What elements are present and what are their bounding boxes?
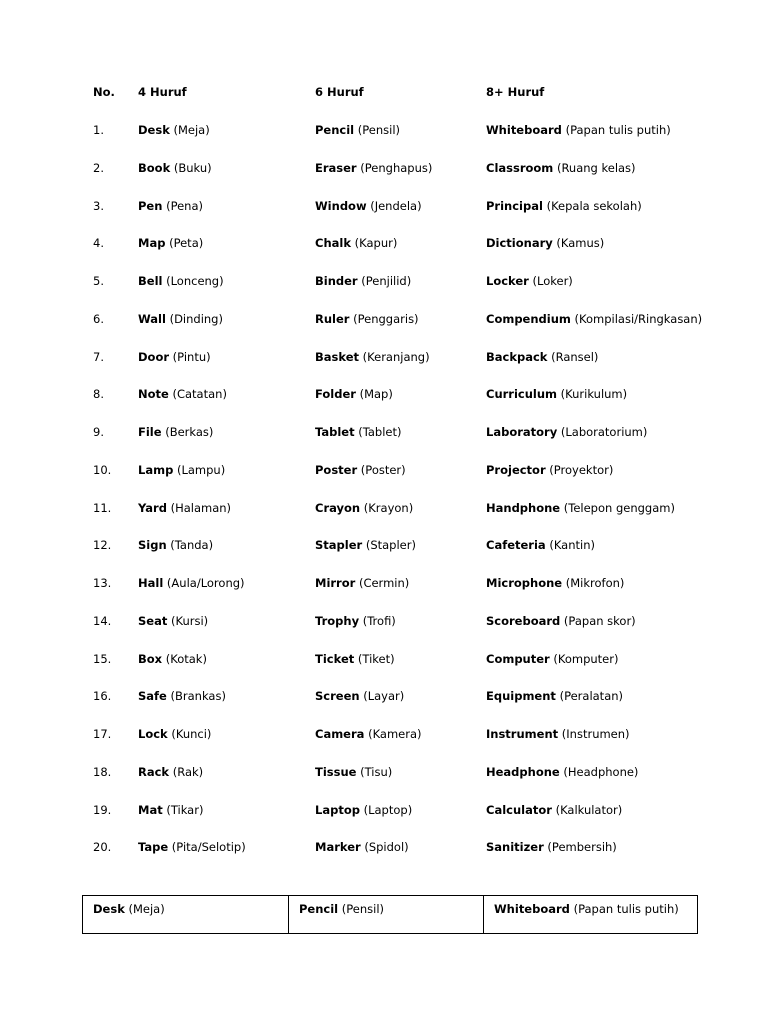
list-item — [0, 649, 768, 669]
word-cell-4-huruf — [138, 460, 225, 480]
header-4-huruf: 4 Huruf — [138, 85, 187, 99]
english-word: Pen — [138, 198, 163, 213]
indonesian-translation: (Papan tulis putih) — [561, 123, 671, 137]
row-number: 19. — [93, 802, 112, 817]
indonesian-translation: (Proyektor) — [545, 462, 614, 477]
list-item — [0, 120, 768, 140]
row-number: 13. — [93, 576, 112, 590]
english-word: Seat — [138, 613, 168, 628]
word-cell-4-huruf — [138, 649, 207, 669]
english-word: Calculator — [486, 802, 552, 817]
indonesian-translation: (Kepala sekolah) — [542, 198, 642, 213]
word-cell-8-huruf — [486, 762, 638, 782]
english-word: Backpack — [486, 349, 548, 364]
word-cell-6-huruf — [315, 422, 401, 442]
english-word: Hall — [138, 576, 164, 590]
english-word: Basket — [315, 349, 360, 364]
word-cell-4-huruf — [138, 724, 211, 744]
indonesian-translation: (Telepon genggam) — [560, 500, 675, 515]
word-cell-6-huruf — [315, 309, 419, 329]
english-word: Desk — [138, 123, 170, 137]
english-word: Binder — [315, 274, 358, 288]
list-item — [0, 384, 768, 404]
english-word: Eraser — [315, 160, 357, 175]
word-cell-6-huruf — [315, 762, 392, 782]
english-word: Lamp — [138, 462, 174, 477]
word-cell-8-huruf — [486, 422, 647, 442]
word-cell-4-huruf — [138, 498, 231, 518]
indonesian-translation: (Krayon) — [360, 500, 414, 515]
row-number: 5. — [93, 274, 104, 288]
indonesian-translation: (Tanda) — [166, 538, 214, 553]
indonesian-translation: (Peta) — [165, 236, 204, 251]
summary-cell-8-huruf — [484, 896, 698, 934]
list-item — [0, 460, 768, 480]
word-cell-4-huruf — [138, 309, 223, 329]
indonesian-translation: (Tikar) — [162, 802, 204, 817]
list-item — [0, 158, 768, 178]
indonesian-translation: (Cermin) — [355, 576, 410, 590]
english-word: Ticket — [315, 651, 355, 666]
word-cell-8-huruf — [486, 196, 642, 216]
word-cell-6-huruf — [315, 498, 413, 518]
word-cell-6-huruf — [315, 535, 416, 555]
word-cell-6-huruf — [315, 347, 430, 367]
word-cell-8-huruf — [486, 837, 617, 857]
indonesian-translation: (Ruang kelas) — [553, 160, 636, 175]
row-number: 9. — [93, 425, 104, 439]
english-word: Dictionary — [486, 236, 553, 251]
indonesian-translation: (Laboratorium) — [557, 425, 648, 439]
indonesian-translation: (Kalkulator) — [551, 802, 623, 817]
list-item — [0, 573, 768, 593]
list-item — [0, 233, 768, 253]
indonesian-translation: (Lonceng) — [162, 274, 224, 288]
english-word: Headphone — [486, 764, 560, 779]
english-word: Rack — [138, 764, 170, 779]
header-8-huruf: 8+ Huruf — [486, 85, 545, 99]
english-word: Marker — [315, 840, 361, 855]
english-word: Tablet — [315, 425, 355, 439]
word-cell-4-huruf — [138, 800, 203, 820]
summary-translation-4: (Meja) — [124, 902, 165, 916]
list-header — [0, 82, 768, 102]
list-item — [0, 309, 768, 329]
indonesian-translation: (Rak) — [169, 764, 204, 779]
word-cell-4-huruf — [138, 233, 203, 253]
indonesian-translation: (Mikrofon) — [562, 576, 625, 590]
english-word: Mirror — [315, 576, 356, 590]
word-cell-4-huruf — [138, 573, 245, 593]
row-number: 15. — [93, 651, 112, 666]
row-number: 14. — [93, 613, 112, 628]
english-word: Wall — [138, 311, 166, 326]
english-word: Window — [315, 198, 367, 213]
summary-table — [82, 895, 698, 934]
english-word: Camera — [315, 727, 365, 741]
summary-word-8: Whiteboard — [494, 902, 570, 916]
list-item — [0, 498, 768, 518]
english-word: Lock — [138, 727, 168, 741]
indonesian-translation: (Ransel) — [547, 349, 599, 364]
english-word: Laboratory — [486, 425, 558, 439]
word-cell-8-huruf — [486, 800, 622, 820]
indonesian-translation: (Stapler) — [362, 538, 416, 553]
english-word: Box — [138, 651, 163, 666]
word-cell-4-huruf — [138, 611, 208, 631]
english-word: Yard — [138, 500, 167, 515]
indonesian-translation: (Tablet) — [354, 425, 402, 439]
indonesian-translation: (Pena) — [162, 198, 203, 213]
english-word: Computer — [486, 651, 550, 666]
indonesian-translation: (Komputer) — [549, 651, 619, 666]
list-item — [0, 422, 768, 442]
indonesian-translation: (Penjilid) — [357, 274, 412, 288]
indonesian-translation: (Kantin) — [545, 538, 595, 553]
indonesian-translation: (Pita/Selotip) — [168, 840, 246, 855]
indonesian-translation: (Keranjang) — [359, 349, 430, 364]
english-word: Crayon — [315, 500, 361, 515]
indonesian-translation: (Instrumen) — [558, 727, 630, 741]
indonesian-translation: (Kurikulum) — [557, 387, 628, 402]
english-word: Mat — [138, 802, 163, 817]
word-cell-6-huruf — [315, 233, 397, 253]
english-word: Compendium — [486, 311, 571, 326]
summary-translation-8: (Papan tulis putih) — [569, 902, 679, 916]
word-cell-8-huruf — [486, 347, 598, 367]
row-number: 16. — [93, 689, 112, 704]
row-number: 1. — [93, 123, 104, 137]
english-word: Tissue — [315, 764, 357, 779]
english-word: Poster — [315, 462, 358, 477]
english-word: Note — [138, 387, 169, 402]
word-cell-8-huruf — [486, 611, 636, 631]
word-cell-4-huruf — [138, 422, 213, 442]
word-cell-6-huruf — [315, 120, 400, 140]
word-cell-4-huruf — [138, 535, 213, 555]
word-cell-6-huruf — [315, 837, 409, 857]
row-number: 17. — [93, 727, 112, 741]
row-number: 4. — [93, 236, 104, 251]
word-cell-4-huruf — [138, 686, 226, 706]
indonesian-translation: (Loker) — [528, 274, 573, 288]
row-number: 12. — [93, 538, 112, 553]
indonesian-translation: (Kunci) — [167, 727, 212, 741]
word-cell-6-huruf — [315, 573, 409, 593]
english-word: Handphone — [486, 500, 561, 515]
row-number: 20. — [93, 840, 112, 855]
word-cell-8-huruf — [486, 460, 613, 480]
indonesian-translation: (Aula/Lorong) — [163, 576, 245, 590]
indonesian-translation: (Jendela) — [366, 198, 422, 213]
list-item — [0, 535, 768, 555]
row-number: 8. — [93, 387, 104, 402]
word-cell-4-huruf — [138, 347, 211, 367]
list-item — [0, 271, 768, 291]
english-word: Sign — [138, 538, 167, 553]
english-word: Ruler — [315, 311, 350, 326]
indonesian-translation: (Kamus) — [552, 236, 605, 251]
indonesian-translation: (Lampu) — [173, 462, 226, 477]
word-cell-8-huruf — [486, 233, 604, 253]
indonesian-translation: (Berkas) — [161, 425, 214, 439]
row-number: 7. — [93, 349, 104, 364]
indonesian-translation: (Headphone) — [559, 764, 639, 779]
word-cell-8-huruf — [486, 309, 702, 329]
row-number: 2. — [93, 160, 104, 175]
word-cell-4-huruf — [138, 762, 203, 782]
english-word: File — [138, 425, 162, 439]
indonesian-translation: (Map) — [355, 387, 393, 402]
english-word: Tape — [138, 840, 169, 855]
header-no: No. — [93, 85, 115, 99]
list-item — [0, 837, 768, 857]
word-cell-6-huruf — [315, 196, 422, 216]
indonesian-translation: (Pembersih) — [543, 840, 617, 855]
word-cell-8-huruf — [486, 686, 623, 706]
word-cell-8-huruf — [486, 535, 595, 555]
english-word: Pencil — [315, 123, 355, 137]
word-cell-6-huruf — [315, 724, 422, 744]
english-word: Safe — [138, 689, 167, 704]
indonesian-translation: (Tiket) — [354, 651, 395, 666]
summary-word-4: Desk — [93, 902, 125, 916]
table-row — [83, 896, 698, 934]
indonesian-translation: (Meja) — [169, 123, 210, 137]
word-cell-8-huruf — [486, 384, 627, 404]
english-word: Microphone — [486, 576, 563, 590]
word-cell-8-huruf — [486, 271, 573, 291]
english-word: Projector — [486, 462, 546, 477]
english-word: Stapler — [315, 538, 363, 553]
word-cell-8-huruf — [486, 498, 675, 518]
indonesian-translation: (Poster) — [357, 462, 406, 477]
word-cell-6-huruf — [315, 611, 396, 631]
english-word: Laptop — [315, 802, 360, 817]
word-cell-8-huruf — [486, 649, 618, 669]
word-cell-8-huruf — [486, 120, 671, 140]
indonesian-translation: (Penghapus) — [356, 160, 433, 175]
indonesian-translation: (Kamera) — [364, 727, 422, 741]
indonesian-translation: (Dinding) — [165, 311, 223, 326]
indonesian-translation: (Buku) — [170, 160, 212, 175]
list-item — [0, 686, 768, 706]
english-word: Instrument — [486, 727, 559, 741]
word-cell-6-huruf — [315, 384, 393, 404]
indonesian-translation: (Pintu) — [169, 349, 211, 364]
row-number: 6. — [93, 311, 104, 326]
row-number: 10. — [93, 462, 112, 477]
word-cell-4-huruf — [138, 120, 210, 140]
indonesian-translation: (Halaman) — [166, 500, 232, 515]
indonesian-translation: (Spidol) — [360, 840, 409, 855]
word-cell-6-huruf — [315, 686, 404, 706]
list-item — [0, 611, 768, 631]
english-word: Classroom — [486, 160, 554, 175]
english-word: Chalk — [315, 236, 351, 251]
row-number: 18. — [93, 764, 112, 779]
english-word: Map — [138, 236, 166, 251]
indonesian-translation: (Kompilasi/Ringkasan) — [570, 311, 703, 326]
word-cell-4-huruf — [138, 384, 227, 404]
english-word: Trophy — [315, 613, 360, 628]
word-cell-6-huruf — [315, 271, 411, 291]
list-item — [0, 724, 768, 744]
word-cell-8-huruf — [486, 573, 624, 593]
english-word: Locker — [486, 274, 529, 288]
row-number: 11. — [93, 500, 112, 515]
word-cell-4-huruf — [138, 158, 212, 178]
english-word: Bell — [138, 274, 163, 288]
indonesian-translation: (Catatan) — [168, 387, 227, 402]
english-word: Sanitizer — [486, 840, 544, 855]
english-word: Door — [138, 349, 170, 364]
word-cell-6-huruf — [315, 460, 406, 480]
english-word: Equipment — [486, 689, 556, 704]
english-word: Principal — [486, 198, 543, 213]
indonesian-translation: (Trofi) — [359, 613, 396, 628]
indonesian-translation: (Pensil) — [354, 123, 401, 137]
list-item — [0, 800, 768, 820]
english-word: Folder — [315, 387, 356, 402]
summary-cell-4-huruf — [83, 896, 289, 934]
word-cell-4-huruf — [138, 196, 203, 216]
row-number: 3. — [93, 198, 104, 213]
list-item — [0, 196, 768, 216]
word-cell-6-huruf — [315, 649, 395, 669]
indonesian-translation: (Laptop) — [359, 802, 413, 817]
word-cell-6-huruf — [315, 800, 412, 820]
indonesian-translation: (Brankas) — [166, 689, 226, 704]
indonesian-translation: (Kapur) — [350, 236, 398, 251]
word-cell-4-huruf — [138, 271, 224, 291]
english-word: Curriculum — [486, 387, 558, 402]
word-cell-8-huruf — [486, 158, 636, 178]
english-word: Screen — [315, 689, 360, 704]
summary-translation-6: (Pensil) — [338, 902, 385, 916]
english-word: Book — [138, 160, 171, 175]
indonesian-translation: (Penggaris) — [349, 311, 419, 326]
english-word: Whiteboard — [486, 123, 562, 137]
indonesian-translation: (Layar) — [359, 689, 405, 704]
indonesian-translation: (Kursi) — [167, 613, 209, 628]
word-cell-6-huruf — [315, 158, 432, 178]
summary-word-6: Pencil — [299, 902, 339, 916]
word-cell-4-huruf — [138, 837, 246, 857]
indonesian-translation: (Kotak) — [162, 651, 207, 666]
summary-cell-6-huruf — [289, 896, 484, 934]
header-6-huruf: 6 Huruf — [315, 85, 364, 99]
list-item — [0, 347, 768, 367]
indonesian-translation: (Papan skor) — [560, 613, 636, 628]
indonesian-translation: (Tisu) — [356, 764, 393, 779]
word-cell-8-huruf — [486, 724, 630, 744]
indonesian-translation: (Peralatan) — [555, 689, 624, 704]
english-word: Cafeteria — [486, 538, 546, 553]
english-word: Scoreboard — [486, 613, 561, 628]
list-item — [0, 762, 768, 782]
